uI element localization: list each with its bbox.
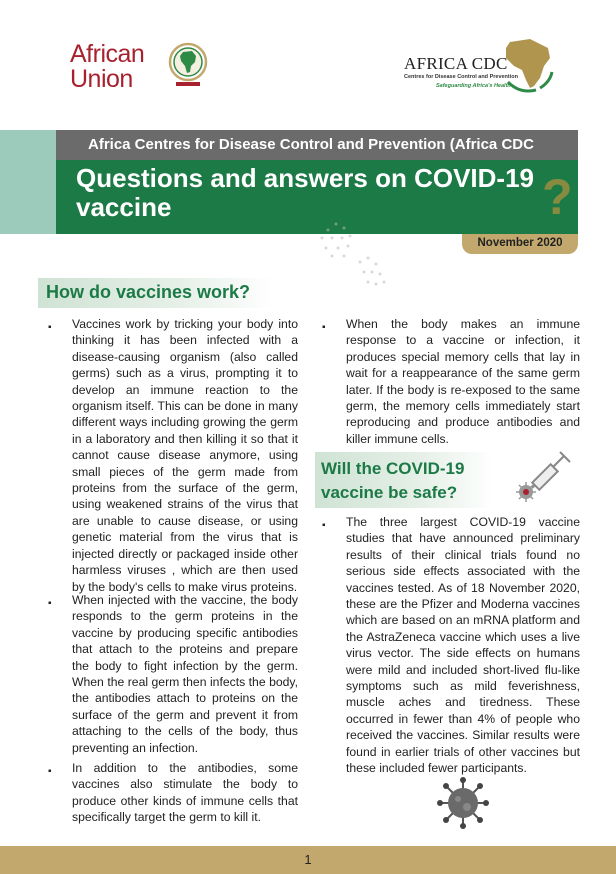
syringe-icon bbox=[512, 448, 576, 506]
page-number: 1 bbox=[304, 852, 312, 867]
africa-cdc-name: AFRICA CDC bbox=[404, 54, 508, 73]
page-title: Questions and answers on COVID-19 vaccine bbox=[76, 163, 534, 222]
section-heading-vaccine-safe bbox=[315, 452, 495, 508]
date-text: November 2020 bbox=[477, 237, 563, 249]
african-union-logo bbox=[70, 42, 210, 97]
virus-icon bbox=[436, 776, 490, 830]
africa-map-icon bbox=[500, 36, 556, 96]
bullet-icon: ▪ bbox=[322, 520, 326, 531]
virus-icon bbox=[298, 200, 398, 300]
bullet-icon: ▪ bbox=[322, 322, 326, 333]
au-line1: African bbox=[70, 40, 145, 68]
heading-line-2: vaccine be safe? bbox=[321, 483, 458, 502]
paragraph-vaccine-safety: The three largest COVID-19 vaccine studies that have announced preliminary results of their clinical trials found no serious side effects associated with the vaccines tested. As of 18 November 2020, these are the Pfizer and Moderna vaccines which are based on an mRNA platform and the AstraZeneca vaccine which uses a live virus vector. The side effects on humans were mild and included short-lived flu-like symptoms such as mild feverishness, muscle aches and tiredness. These occurred in fewer than 4% of people who received the vaccines. Similar results were found in earlier trials of other vaccines but these included fewer participants. bbox=[346, 515, 580, 776]
african-union-wordmark bbox=[70, 42, 144, 92]
teal-accent-bar bbox=[0, 130, 56, 234]
africa-cdc-logo bbox=[400, 36, 560, 98]
paragraph-vaccines-trick: Vaccines work by tricking your body into thinking it has been infected with a disease-causing organism (also called germs) such as a virus, prompting it to develop an immune reaction to the organism itself. This can be done in many different ways including growing the germ in a laboratory and then killing it so that it cannot cause disease anymore, using small pieces of the germ made from proteins from the surface of the germ, using weakened strains of the virus that are unable to cause disease, or using genetic material from the virus that is injected directly or packaged inside other harmless viruses , which are then used by the body's cells to make virus proteins. bbox=[72, 317, 298, 594]
bullet-icon: ▪ bbox=[48, 766, 52, 777]
bullet-icon: ▪ bbox=[48, 598, 52, 609]
section-heading-vaccines-work bbox=[38, 278, 274, 308]
paragraph-immune-cells: In addition to the antibodies, some vaccines also stimulate the body to produce other kinds of immune cells that specifically target the germ to kill it. bbox=[72, 761, 298, 825]
section-heading-text: How do vaccines work? bbox=[46, 282, 251, 302]
date-badge bbox=[462, 234, 578, 254]
heading-line-1: Will the COVID-19 bbox=[321, 459, 465, 478]
africa-cdc-subtitle: Centres for Disease Control and Prevention bbox=[404, 74, 518, 80]
au-line2: Union bbox=[70, 65, 133, 93]
paragraph-antibodies: When injected with the vaccine, the body responds to the germ proteins in the vaccine by producing specific antibodies that attach to the proteins and prepare the body to fight infection by the germ. When the real germ then infects the body, the antibodies attach to proteins on the surface of the germ and prevent it from attaching to the cells of the body, thus preventing an infection. bbox=[72, 593, 298, 755]
africa-cdc-tagline: Safeguarding Africa's Health bbox=[436, 83, 511, 89]
section-heading-text bbox=[321, 457, 464, 505]
organization-banner bbox=[56, 130, 578, 160]
bullet-icon: ▪ bbox=[48, 322, 52, 333]
page-footer bbox=[0, 846, 616, 874]
paragraph-memory-cells: When the body makes an immune response to a vaccine or infection, it produces special memory cells that lay in wait for a reappearance of the same germ later. If the body is re-exposed to the same germ, the memory cells immediately start reproducing and produce antibodies and killer immune cells. bbox=[346, 317, 580, 446]
african-union-emblem-icon bbox=[168, 42, 208, 90]
organization-name: Africa Centres for Disease Control and Prevention (Africa CDC bbox=[88, 136, 534, 153]
question-mark-icon: ? bbox=[542, 169, 573, 225]
